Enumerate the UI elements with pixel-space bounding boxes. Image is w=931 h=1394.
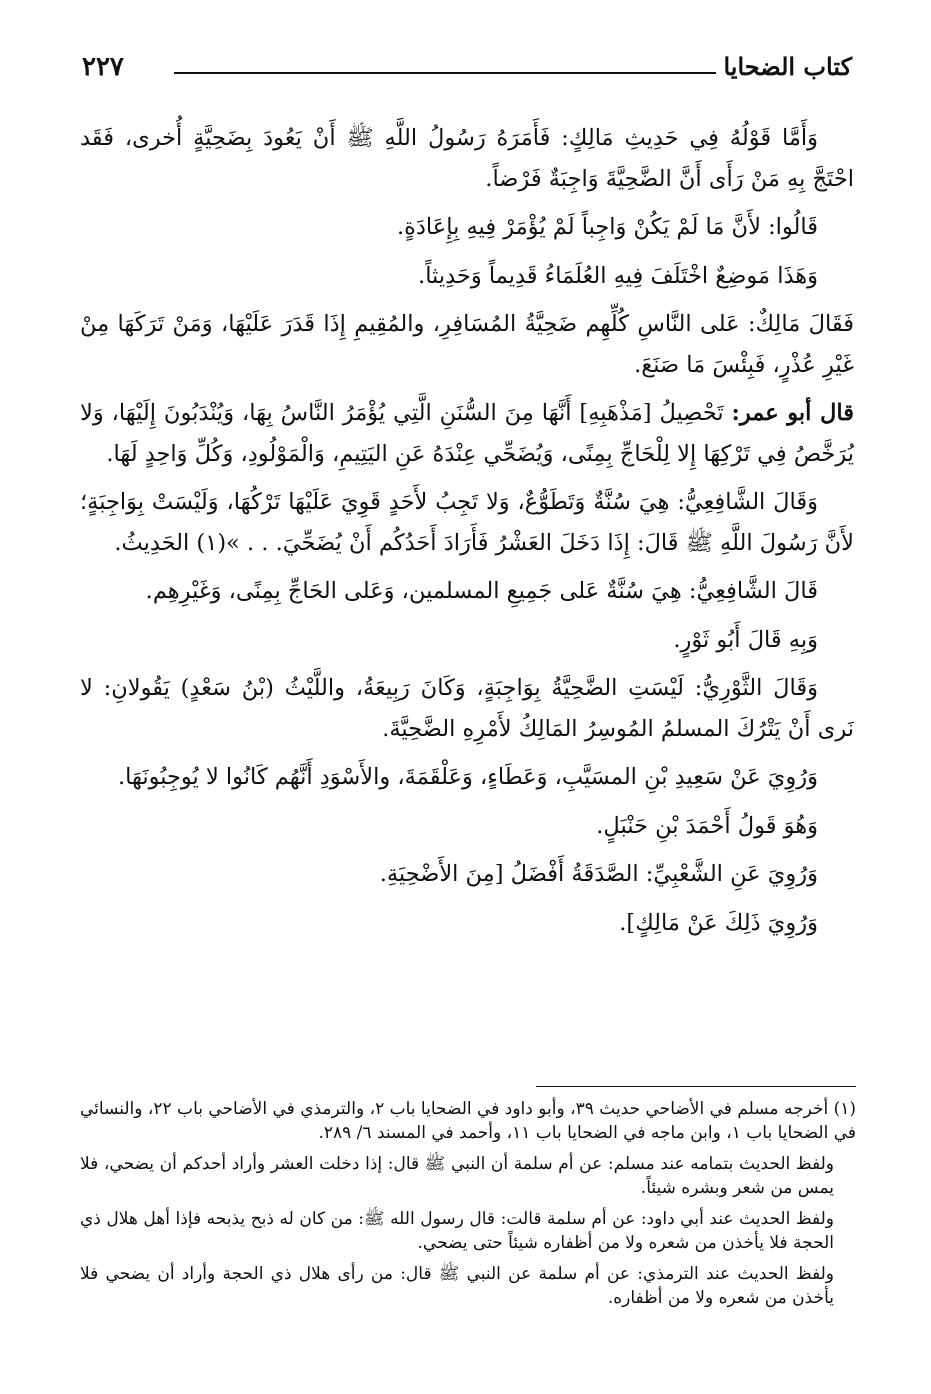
paragraph xyxy=(80,393,854,474)
paragraph: وَهَذَا مَوضِعٌ اخْتَلَفَ فِيهِ العُلَمَاءُ قَدِيماً وَحَدِيثاً. xyxy=(418,262,818,289)
paragraph: وَبِهِ قَالَ أَبُو ثَوْرٍ. xyxy=(673,626,818,653)
header-rule xyxy=(174,72,716,74)
book-title: كتاب الضحايا xyxy=(723,52,852,81)
footnote: ولفظ الحديث بتمامه عند مسلم: عن أم سلمة أن النبي ﷺ قال: إذا دخلت العشر وأراد أحدكم أن يضحي، فلا يمس من شعر وبشره شيئاً. xyxy=(80,1154,834,1198)
paragraph: وَأَمَّا قَوْلُهُ فِي حَدِيثِ مَالِكٍ: فَأَمَرَهُ رَسُولُ اللَّهِ ﷺ أَنْ يَعُودَ بِضَحِيَّةٍ أُخرى، فَقَد احْتَجَّ بِهِ مَنْ رَأَى أَنَّ الضَّحِيَّةَ وَاجِبَةٌ فَرْضاً. xyxy=(80,125,854,192)
paragraph: وَرُوِيَ عَنْ سَعِيدِ بْنِ المسَيَّبِ، وَعَطَاءٍ، وَعَلْقَمَةَ، والأَسْوَدِ أَنَّهُم كَانُوا لا يُوجِبُونَهَا. xyxy=(117,764,818,790)
paragraph: وَقَالَ الثَّوْرِيُّ: لَيْسَتِ الضَّحِيَّةُ بِوَاجِبَةٍ، وَكَانَ رَبِيعَةُ، واللَّيْثُ (بْنُ سَعْدٍ) يَقُولانِ: لا نَرى أَنْ يَتْرُكَ المسلمُ المُوسِرُ المَالِكُ لأَمْرِهِ الضَّحِيَّةَ. xyxy=(80,675,854,742)
paragraph: وَقَالَ الشَّافِعِيُّ: هِيَ سُنَّةٌ وَتَطَوُّعٌ، وَلا تَجِبُ لأَحَدٍ قَوِيَ عَلَيْهَا تَرْكُهَا، وَلَيْسَتْ بِوَاجِبَةٍ؛ لأَنَّ رَسُولَ اللَّهِ ﷺ قَالَ: إِذَا دَخَلَ العَشْرُ فَأَرَادَ أَحَدُكُم أَنْ يُضَحِّيَ. . . »(١) الحَدِيثُ. xyxy=(80,489,854,556)
paragraph-text: تَحْصِيلُ [مَذْهَبِهِ] أَنَّهَا مِنَ السُّنَنِ الَّتِي يُؤْمَرُ النَّاسُ بِهَا، وَيُنْدَبُونَ إِلَيْهَا، وَلا يُرَخَّصُ فِي تَرْكِهَا إِلا لِلْحَاجِّ بِمِنًى، وَيُضَحِّي عِنْدَهُ عَنِ اليَتِيمِ، وَالْمَوْلُودِ، وَكُلِّ وَاحِدٍ لَهَا. xyxy=(80,400,854,467)
page-number: ٢٢٧ xyxy=(82,52,124,82)
paragraph: وَرُوِيَ عَنِ الشَّعْبِيِّ: الصَّدَقَةُ أَفْضَلُ [مِنَ الأَضْحِيَةِ. xyxy=(379,861,818,887)
footnote: (١) أخرجه مسلم في الأضاحي حديث ٣٩، وأبو داود في الضحايا باب ٢، والترمذي في الأضاحي باب ٢٢، والنسائي في الضحايا باب ١، وابن ماجه في الضحايا باب ١١، وأحمد في المسند ٦/ ٢٨٩. xyxy=(80,1099,857,1143)
paragraph: فَقَالَ مَالِكٌ: عَلى النَّاسِ كُلِّهِم ضَحِيَّةُ المُسَافِرِ، والمُقِيمِ إِذَا قَدَرَ عَلَيْهَا، وَمَنْ تَرَكَهَا مِنْ غَيْرِ عُذْرٍ، فَبِئْسَ مَا صَنَعَ. xyxy=(80,311,854,378)
footnote: ولفظ الحديث عند الترمذي: عن أم سلمة عن النبي ﷺ قال: من رأى هلال ذي الحجة وأراد أن يضحي فلا يأخذن من شعره ولا من أظفاره. xyxy=(80,1264,834,1308)
footnote-separator xyxy=(536,1086,856,1087)
footnotes xyxy=(80,1098,856,1318)
paragraph: وَهُوَ قَولُ أَحْمَدَ بْنِ حَنْبَلٍ. xyxy=(596,812,818,839)
footnote: ولفظ الحديث عند أبي داود: عن أم سلمة قالت: قال رسول الله ﷺ: من كان له ذبح يذبحه فإذا أهل هلال ذي الحجة فلا يأخذن من شعره ولا من أظفاره شيئاً حتى يضحي. xyxy=(80,1209,834,1253)
page-header xyxy=(82,48,852,88)
paragraph: قَالَ الشَّافِعِيُّ: هِيَ سُنَّةٌ عَلى جَمِيعِ المسلمين، وَعَلى الحَاجِّ بِمِنًى، وَغَيْرِهِم. xyxy=(145,578,818,604)
main-text xyxy=(80,118,854,951)
paragraph: وَرُوِيَ ذَلِكَ عَنْ مَالِكٍ]. xyxy=(619,909,818,936)
paragraph: قَالُوا: لأَنَّ مَا لَمْ يَكُنْ وَاجِباً لَمْ يُؤْمَرْ فِيهِ بِإِعَادَةٍ. xyxy=(396,214,818,240)
abu-umar-heading: قال أبو عمر: xyxy=(731,400,854,426)
